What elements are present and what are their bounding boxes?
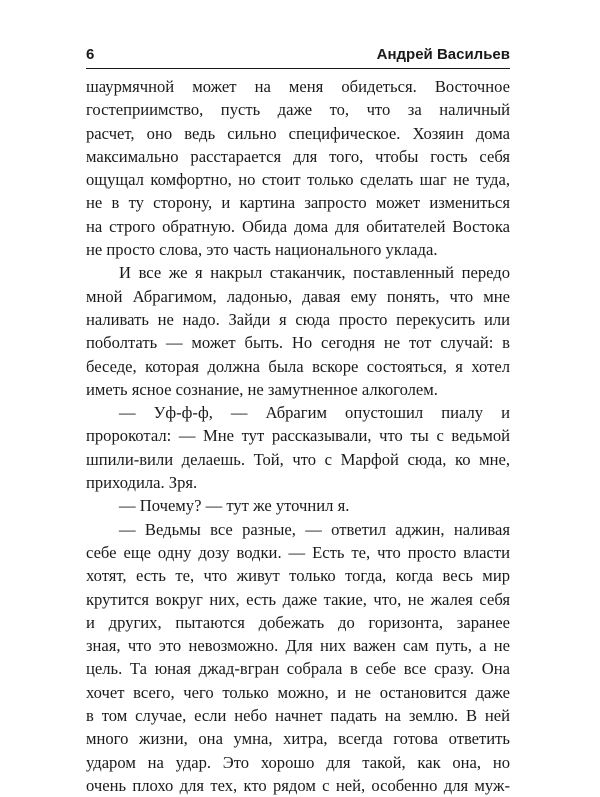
text-line: ощущал комфортно, но стоит только сделать шаг не туда, bbox=[86, 170, 510, 190]
text-line: не в ту сторону, и картина запросто может измениться bbox=[86, 193, 510, 213]
text-line: поболтать — может быть. Но сегодня не тот случай: в bbox=[86, 333, 510, 353]
text-line: беседе, которая должна была вскоре состояться, я хотел bbox=[86, 356, 510, 376]
text-line: наливать не надо. Зайди я сюда просто перекусить или bbox=[86, 309, 510, 329]
text-line: себе еще одну дозу водки. — Есть те, что просто власти bbox=[86, 542, 510, 562]
text-line: зная, что это невозможно. Для них важен сам путь, а не bbox=[86, 636, 510, 656]
text-line: И все же я накрыл стаканчик, поставленный передо bbox=[119, 263, 510, 283]
text-line: иметь ясное сознание, не замутненное алкоголем. bbox=[86, 379, 438, 399]
text-line: гостеприимство, пусть даже то, что за наличный bbox=[86, 100, 510, 120]
text-line: шпили-вили делаешь. Той, что с Марфой сюда, ко мне, bbox=[86, 449, 510, 469]
text-line: пророкотал: — Мне тут рассказывали, что ты с ведьмой bbox=[86, 426, 510, 446]
text-line: в том случае, если небо начнет падать на землю. В ней bbox=[86, 706, 510, 726]
text-line: шаурмячной может на меня обидеться. Восточное bbox=[86, 77, 510, 96]
text-line: много жизни, она умна, хитра, всегда готова ответить bbox=[86, 729, 510, 749]
text-line: крутится вокруг них, есть даже такие, что, не жалея себя bbox=[86, 589, 510, 609]
text-line: на строго обратную. Обида дома для обитателей Востока bbox=[86, 216, 510, 236]
text-line: — Ведьмы все разные, — ответил аджин, наливая bbox=[119, 519, 510, 539]
text-line: — Почему? — тут же уточнил я. bbox=[119, 496, 350, 516]
text-line: приходила. Зря. bbox=[86, 473, 198, 493]
text-line: расчет, оно ведь сильно специфическое. Хозяин дома bbox=[86, 123, 510, 143]
text-line: ударом на удар. Это хорошо для такой, как она, но bbox=[86, 752, 510, 772]
text-line: — Уф-ф-ф, — Абрагим опустошил пиалу и bbox=[119, 403, 510, 423]
running-header bbox=[86, 44, 510, 69]
text-line: хотят, есть те, что живут только тогда, когда весь мир bbox=[86, 566, 510, 586]
text-line: максимально расстарается для того, чтобы гость себя bbox=[86, 146, 510, 166]
text-line: не просто слова, это часть национального уклада. bbox=[86, 240, 438, 260]
text-line: цель. Та юная джад-вгран собрала в себе все сразу. Она bbox=[86, 659, 510, 679]
text-line: хочет всего, чего только можно, и не остановится даже bbox=[86, 682, 510, 702]
page-number: 6 bbox=[86, 46, 95, 63]
body-text bbox=[86, 75, 510, 797]
text-line: очень плохо для тех, кто рядом с ней, особенно для муж- bbox=[86, 775, 510, 795]
text-line: и других, пытаются добежать до горизонта, заранее bbox=[86, 612, 510, 632]
running-title: Андрей Васильев bbox=[376, 46, 510, 63]
text-line: мной Абрагимом, ладонью, давая ему понять, что мне bbox=[86, 286, 510, 306]
